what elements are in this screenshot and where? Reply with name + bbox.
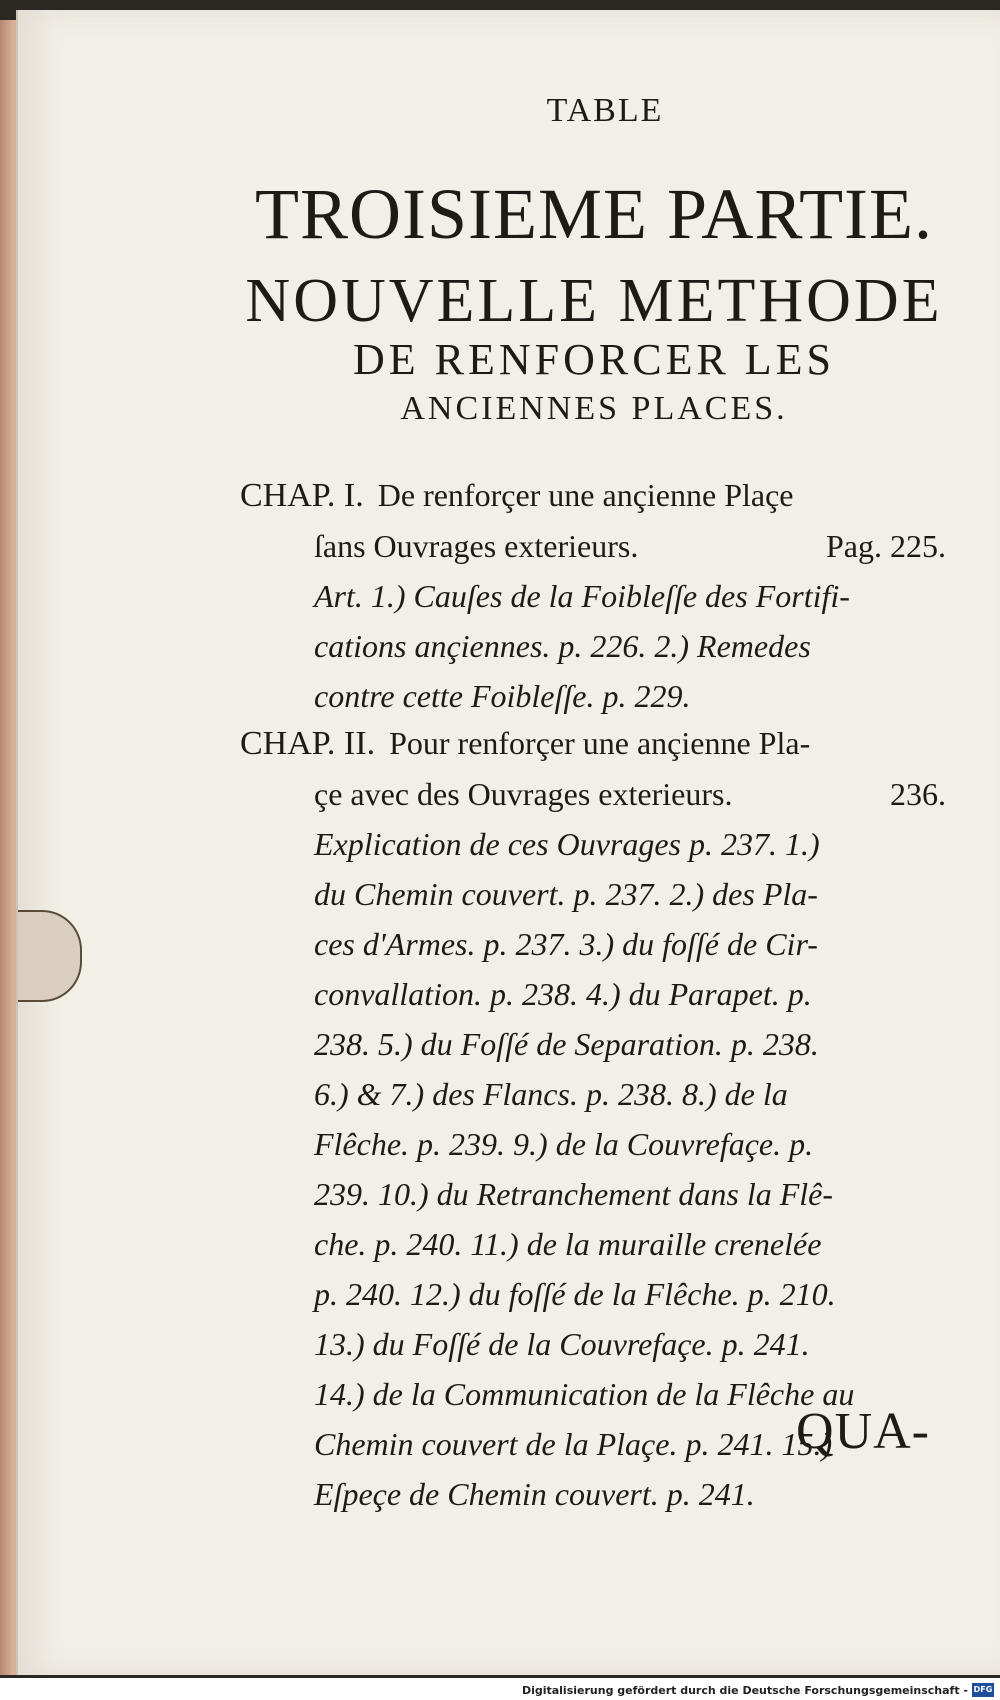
chapter-entry-2 [240,718,946,1519]
funding-notice: Digitalisierung gefördert durch die Deutsche Forschungsgemeinschaft - [521,1684,968,1697]
part-title: TROISIEME PARTIE. [254,174,934,254]
page-tab-marker [18,910,82,1002]
chapter-heading-text: Pour renforçer une ançienne Pla- [389,725,811,761]
section-subtitle-1: DE RENFORCER LES [352,335,836,384]
article-line: du Chemin couvert. p. 237. 2.) des Pla- [314,876,818,912]
article-line: Eſpeçe de Chemin couvert. p. 241. [314,1476,755,1512]
article-line: Explication de ces Ouvrages p. 237. 1.) [314,826,820,862]
dfg-logo-icon: DFG [972,1683,994,1697]
chapter-entry-1 [240,470,946,721]
article-line: contre cette Foibleſſe. p. 229. [314,678,691,714]
article-line: p. 240. 12.) du foſſé de la Flêche. p. 210. [314,1276,836,1312]
running-head: TABLE [546,92,664,129]
chapter-heading-continuation [240,521,946,571]
page-reference: Pag. 225. [826,528,946,564]
article-line: 238. 5.) du Foſſé de Separation. p. 238. [314,1026,819,1062]
article-line: 239. 10.) du Retranchement dans la Flê- [314,1176,833,1212]
chapter-label: CHAP. II. [240,725,376,762]
article-line: Chemin couvert de la Plaçe. p. 241. 15.) [314,1426,833,1462]
chapter-heading [240,718,946,769]
chapter-heading-text: De renforçer une ançienne Plaçe [377,477,794,513]
chapter-heading-cont-text: çe avec des Ouvrages exterieurs. [314,776,733,812]
article-line: ces d'Armes. p. 237. 3.) du foſſé de Cir- [314,926,818,962]
section-title: NOUVELLE METHODE [245,267,943,335]
article-line: Art. 1.) Cauſes de la Foibleſſe des Fortifi- [314,578,850,614]
chapter-heading-cont-text: ſans Ouvrages exterieurs. [314,528,639,564]
article-line: Flêche. p. 239. 9.) de la Couvrefaçe. p. [314,1126,814,1162]
chapter-heading-continuation [240,769,946,819]
section-subtitle-2: ANCIENNES PLACES. [400,390,788,427]
footer-bar [0,1678,1000,1700]
page-reference: 236. [890,776,946,812]
article-line: 6.) & 7.) des Flancs. p. 238. 8.) de la [314,1076,788,1112]
article-line: 14.) de la Communication de la Flêche au [314,1376,855,1412]
article-line: convallation. p. 238. 4.) du Parapet. p. [314,976,812,1012]
catchword: QUA- [796,1403,930,1460]
article-line: che. p. 240. 11.) de la muraille crenelée [314,1226,822,1262]
chapter-label: CHAP. I. [240,477,364,514]
article-line: cations ançiennes. p. 226. 2.) Remedes [314,628,811,664]
chapter-heading [240,470,946,521]
article-line: 13.) du Foſſé de la Couvrefaçe. p. 241. [314,1326,810,1362]
